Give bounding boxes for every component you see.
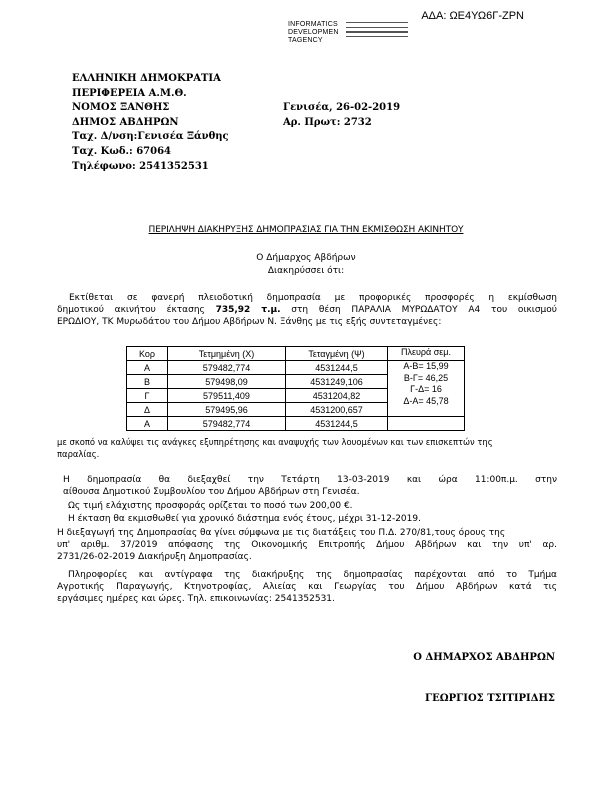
y-coordinate: 4531204,82 (286, 389, 388, 403)
header-line: ΔΗΜΟΣ ΑΒΔΗΡΩΝ (72, 116, 179, 128)
purpose-line: παραλίας. (57, 448, 100, 459)
side-length: Α-Β= 15,99 (403, 361, 449, 371)
table-row (127, 417, 465, 431)
y-coordinate: 4531244,5 (286, 361, 388, 375)
header-line: ΠΕΡΙΦΕΡΕΙΑ Α.Μ.Θ. (72, 87, 187, 99)
info-paragraph (57, 569, 557, 606)
ada-code: ΑΔΑ: ΩΕ4ΥΩ6Γ-ΖΡΝ (421, 10, 524, 22)
stamp-line: DEVELOPMEN (288, 29, 339, 36)
x-coordinate: 579495,96 (168, 403, 286, 417)
intro-line: Εκτίθεται σε φανερή πλειοδοτική δημοπρασία με προφορικές προσφορές η εκμίσθωση (69, 293, 557, 303)
header-line: Ταχ. Δ/νση:Γενισέα Ξάνθης (72, 131, 229, 143)
column-header: Πλευρά σεμ. (388, 347, 465, 361)
auction-paragraph (57, 474, 557, 498)
mayor-line: Ο Δήμαρχος Αβδήρων (256, 253, 356, 263)
minimum-price: Ως τιμή ελάχιστης προσφοράς ορίζεται το ποσό των 200,00 €. (68, 501, 353, 511)
vertex-label: Α (127, 417, 168, 431)
y-coordinate: 4531244,5 (286, 417, 388, 431)
property-area: 735,92 τ.μ. (215, 305, 281, 316)
intro-line (57, 304, 557, 316)
column-header: Τεταγμένη (Ψ) (286, 347, 388, 361)
side-length: Β-Γ= 46,25 (403, 372, 449, 383)
purpose-paragraph (57, 437, 557, 460)
conduct-paragraph (57, 527, 557, 564)
header-line: ΕΛΛΗΝΙΚΗ ΔΗΜΟΚΡΑΤΙΑ (72, 73, 221, 84)
auction-line: Η δημοπρασία θα διεξαχθεί την Τετάρτη 13-03-2019 και ώρα 11:00π.μ. στην (63, 475, 557, 485)
document-title: ΠΕΡΙΛΗΨΗ ΔΙΑΚΗΡΥΞΗΣ ΔΗΜΟΠΡΑΣΙΑΣ ΓΙΑ ΤΗΝ ΕΚΜΙΣΘΩΣΗ ΑΚΙΝΗΤΟΥ (148, 225, 464, 235)
announces-line: Διακηρύσσει ότι: (267, 266, 345, 276)
empty-cell (388, 417, 465, 431)
intro-paragraph (57, 292, 557, 329)
header-line: Ταχ. Κωδ.: 67064 (72, 145, 172, 157)
vertex-label: Δ (127, 403, 168, 417)
conduct-line: Η διεξαγωγή της Δημοπρασίας θα γίνει σύμφωνα με τις διατάξεις του Π.Δ. 270/81,τους όρους της (57, 528, 506, 538)
purpose-line: με σκοπό να καλύψει τις ανάγκες εξυπηρέτησης και αναψυχής των λουομένων και των επισκεπτών της (57, 437, 493, 447)
header-line: ΝΟΜΟΣ ΞΑΝΘΗΣ (72, 102, 170, 114)
header-line: Τηλέφωνο: 2541352531 (72, 160, 209, 172)
intro-text: στη θέση ΠΑΡΑΛΙΑ ΜΥΡΩΔΑΤΟΥ Α4 του οικισμού (280, 305, 557, 316)
lease-duration: Η έκταση θα εκμισθωθεί για χρονικό διάστημα ενός έτους, μέχρι 31-12-2019. (68, 514, 421, 524)
stamp-line: TAGENCY (288, 37, 323, 44)
y-coordinate: 4531200,657 (286, 403, 388, 417)
table-header-row (127, 347, 465, 361)
informatics-agency-stamp (288, 21, 408, 45)
document-date: Γενισέα, 26-02-2019 (283, 102, 401, 113)
stamp-fine-print (346, 22, 408, 58)
conduct-line: 2731/26-02-2019 Διακήρυξη Δημοπρασίας. (57, 552, 252, 563)
table-row (127, 361, 465, 375)
signature-role: Ο ΔΗΜΑΡΧΟΣ ΑΒΔΗΡΩΝ (413, 652, 555, 663)
coordinates-table (126, 346, 465, 431)
info-line: Αγροτικής Παραγωγής, Κτηνοτροφίας, Αλιείας και Γεωργίας του Δήμου Αβδήρων κατά τις (57, 582, 557, 593)
intro-line: ΕΡΩΔΙΟΥ, ΤΚ Μυρωδάτου του Δήμου Αβδήρων Ν. Ξάνθης με τις εξής συντεταγμένες: (57, 317, 442, 328)
sides-cell (388, 361, 465, 417)
conduct-line: υπ' αριθμ. 37/2019 απόφασης της Οικονομικής Επιτροπής Δήμου Αβδήρων και την υπ' αρ. (57, 540, 557, 551)
protocol-number: Αρ. Πρωτ: 2732 (283, 116, 372, 128)
signatory-name: ΓΕΩΡΓΙΟΣ ΤΣΙΤΙΡΙΔΗΣ (425, 693, 555, 704)
intro-text: δημοτικού ακινήτου έκτασης (57, 305, 216, 316)
x-coordinate: 579511,409 (168, 389, 286, 403)
auction-line: αίθουσα Δημοτικού Συμβουλίου του Δήμου Αβδήρων στη Γενισέα. (63, 487, 360, 498)
column-header: Κορ (127, 347, 168, 361)
vertex-label: Γ (127, 389, 168, 403)
stamp-line: INFORMATICS (288, 21, 338, 28)
y-coordinate: 4531249,106 (286, 375, 388, 389)
x-coordinate: 579482,774 (168, 361, 286, 375)
x-coordinate: 579482,774 (168, 417, 286, 431)
info-line: εργάσιμες ημέρες και ώρες. Τηλ. επικοινωνίας: 2541352531. (57, 594, 335, 605)
info-line: Πληροφορίες και αντίγραφα της διακήρυξης της δημοπρασίας παρέχονται από το Τμήμα (68, 570, 557, 580)
authority-header (72, 72, 229, 174)
side-length: Γ-Δ= 16 (410, 384, 442, 394)
side-length: Δ-Α= 45,78 (403, 395, 449, 406)
vertex-label: Β (127, 375, 168, 389)
x-coordinate: 579498,09 (168, 375, 286, 389)
column-header: Τετμημένη (Χ) (168, 347, 286, 361)
date-protocol-block (283, 101, 400, 130)
vertex-label: Α (127, 361, 168, 375)
